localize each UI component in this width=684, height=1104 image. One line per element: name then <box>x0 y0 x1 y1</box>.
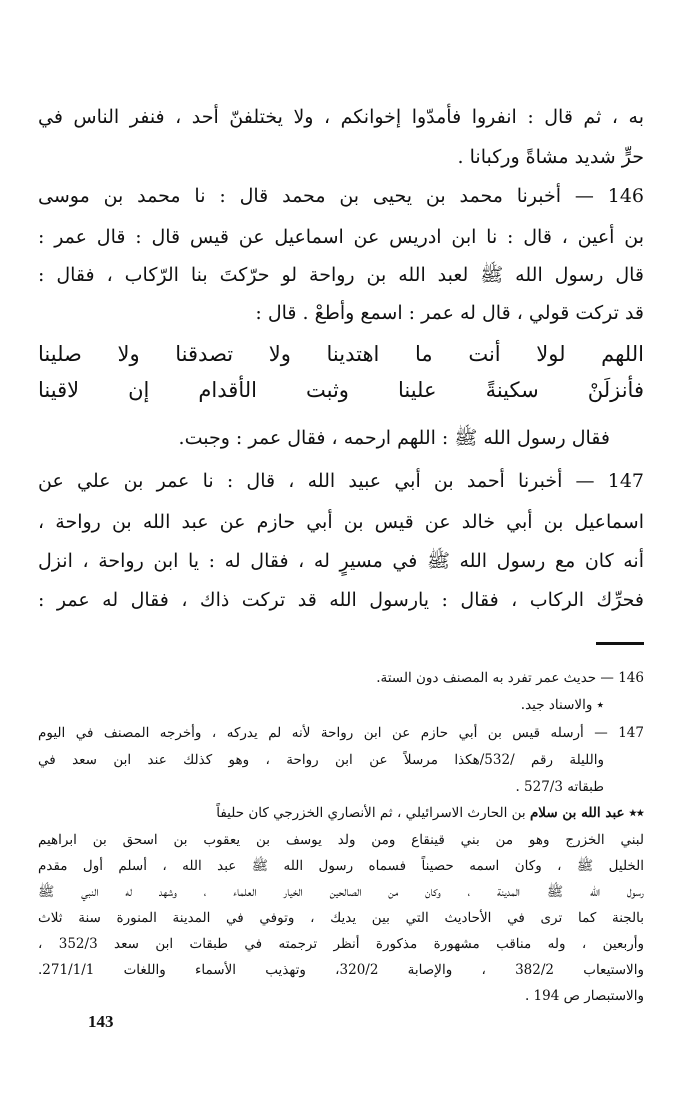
footnote-147: 147 — أرسله قيس بن أبي حازم عن ابن رواحة لأنه لم يدركه ، وأخرجه المصنف في اليوم <box>38 725 644 741</box>
bio-line: والاستيعاب 382/2 ، والإصابة 320/2، وتهذيب الأسماء واللغات 271/1/1. <box>38 962 644 978</box>
page-number: 143 <box>88 1012 114 1031</box>
body-line: قال رسول الله ﷺ لعبد الله بن رواحة لو حرّكتَ بنا الرّكاب ، فقال : <box>38 264 644 286</box>
hadith-146-heading: 146 — أخبرنا محمد بن يحيى بن محمد قال : نا محمد بن موسى <box>38 185 644 207</box>
bio-text: بن الحارث الاسرائيلي ، ثم الأنصاري الخزرجي كان حليفاً <box>216 805 530 821</box>
bio-name: ٭٭ عبد الله بن سلام <box>529 805 644 821</box>
body-line: حرٍّ شديد مشاةً وركبانا . <box>457 146 644 168</box>
after-poem-line: فقال رسول الله ﷺ : اللهم ارحمه ، فقال عمر : وجبت. <box>178 427 610 449</box>
bio-line: رسول الله ﷺ المدينة ، وكان من الصالحين الخيار العلماء ، وشهد له النبي ﷺ <box>38 884 644 900</box>
footnotes <box>38 0 644 1004</box>
bio-line: والاستبصار ص 194 . <box>524 988 644 1004</box>
footnote-146: 146 — حديث عمر تفرد به المصنف دون الستة. <box>376 670 644 686</box>
bio-line: الخليل ﷺ ، وكان اسمه حصيناً فسماه رسول الله ﷺ عبد الله ، أسلم أول مقدم <box>38 858 644 874</box>
poem-verse: فأنزلَنْ سكينةً علينا وثبت الأقدام إن لاقينا <box>38 378 644 402</box>
body-line: فحرِّك الركاب ، فقال : يارسول الله قد تركت ذاك ، فقال له عمر : <box>38 589 644 611</box>
body-line: به ، ثم قال : انفروا فأمدّوا إخوانكم ، ولا يختلفنّ أحد ، فنفر الناس في <box>38 106 644 128</box>
bio-first-line <box>38 800 644 826</box>
poem-verse: اللهم لولا أنت ما اهتدينا ولا تصدقنا ولا صلينا <box>38 342 644 366</box>
bio-line: وأربعين ، وله مناقب مشهورة مذكورة أنظر ترجمته في طبقات ابن سعد 352/3 ، <box>38 936 644 952</box>
body-line: بن أعين ، قال : نا ابن ادريس عن اسماعيل عن قيس قال : قال عمر : <box>38 226 644 248</box>
hadith-147-heading: 147 — أخبرنا أحمد بن أبي عبيد الله ، قال : نا عمر بن علي عن <box>38 470 644 492</box>
bio-line: بالجنة كما ترى في الأحاديث التي بين يديك ، وتوفي في المدينة المنورة سنة ثلاث <box>38 910 644 926</box>
body-line: أنه كان مع رسول الله ﷺ في مسيرٍ له ، فقال له : يا ابن رواحة ، انزل <box>38 550 644 572</box>
bio-line: لبني الخزرج وهو من بني قينقاع ومن ولد يوسف بن يعقوب بن اسحق بن ابراهيم <box>38 832 644 848</box>
footnote-line: ٭ والاسناد جيد. <box>520 697 604 713</box>
body-line: قد تركت قولي ، قال له عمر : اسمع وأطعْ . قال : <box>255 302 644 324</box>
body-line: اسماعيل بن أبي خالد عن قيس بن أبي حازم عن عبد الله بن رواحة ، <box>38 511 644 533</box>
footnote-line: طبقاته 527/3 . <box>515 779 604 795</box>
footnote-line: والليلة رقم /532/هكذا مرسلاً عن ابن رواحة ، وهو كذلك عند ابن سعد في <box>38 752 604 768</box>
